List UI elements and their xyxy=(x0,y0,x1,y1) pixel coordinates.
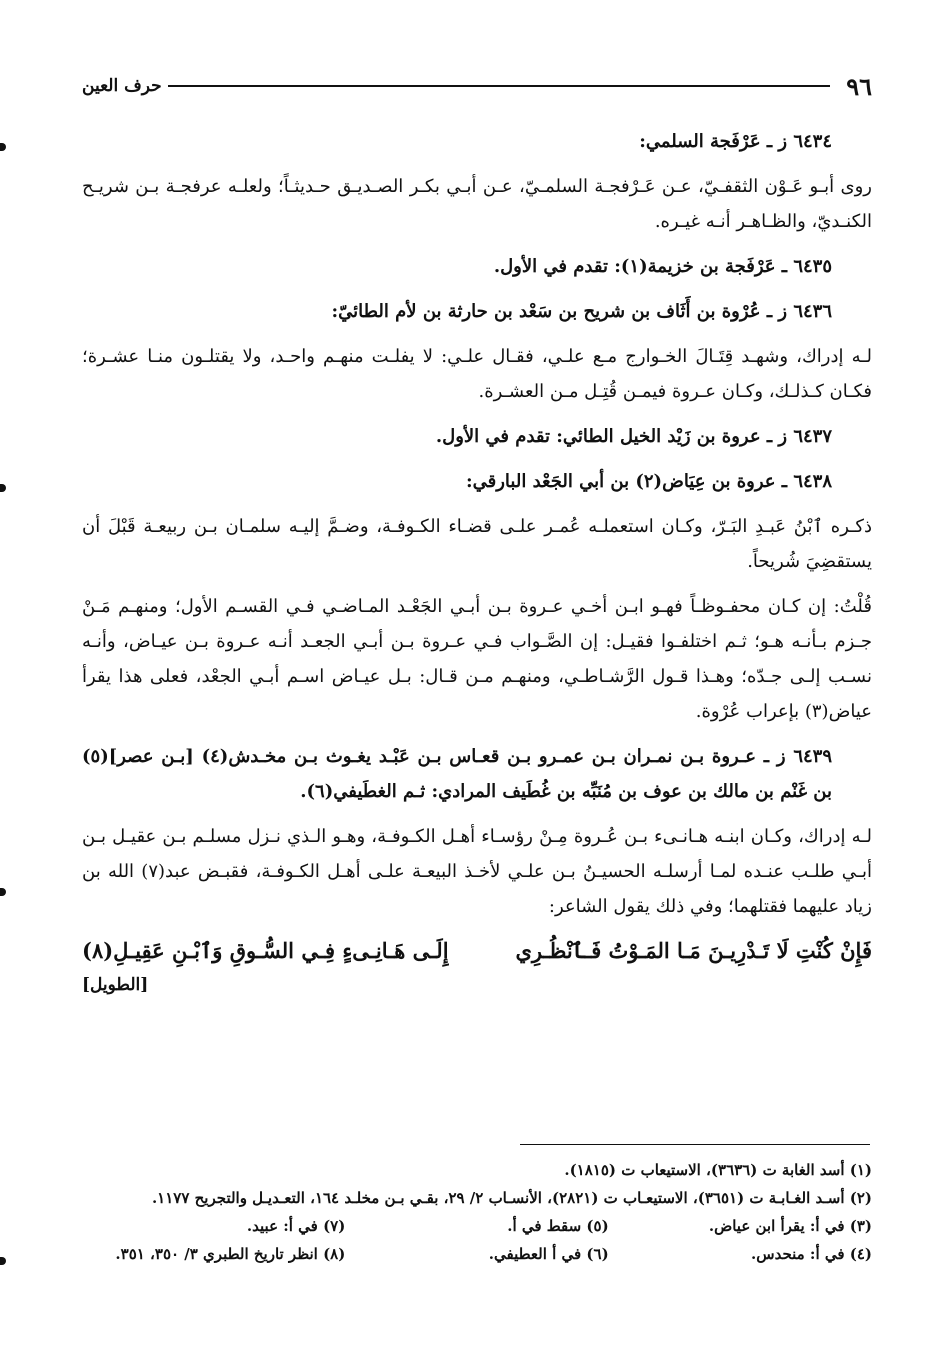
footnote-7: (٧) في أ: عبيد. xyxy=(246,1217,346,1235)
verse-first-hemistich: فَإِنْ كُنْتِ لَا تَـدْرِيـنَ مَـا المَـوْتُ فَـٱنْظُـرِي xyxy=(515,938,872,963)
footnote-4: (٤) في أ: منحدس. xyxy=(751,1245,872,1263)
verse-second-hemistich: إِلَـى هَـانِـىءٍ فِـي السُّـوقِ وَٱبْـنِ عَقِيـلِ(٨) xyxy=(82,938,449,963)
entry-text-6438: ذكـره ٱبْنُ عَبـدِ البَـرّ، وكـان استعملـه عُمـر علـى قضـاء الكـوفـة، وضـمَّ إليـه سلمـان بـن ربيعـة قَبْلَ أن يستقضِيَ شُريحاً. xyxy=(82,516,872,572)
entry-heading-6435: ٦٤٣٥ ـ عَرْفَجة بن خزيمة(١): تقدم في الأول. xyxy=(493,256,832,277)
footnotes xyxy=(82,1156,872,1268)
footnote-rule xyxy=(520,1144,870,1145)
entry-text-6434: روى أبـو عَـوْن الثقفـيّ، عـن عَـرْفجـة السلمـيّ، عـن أبـي بكـر الصـديـق حـديثـاً؛ ولعلـه عرفجـة بـن شريـح الكنـديّ، والظـاهـر أنـه غيـره. xyxy=(82,176,872,232)
footnote-1: (١) أسد الغابة ت (٣٦٣٦)، الاستيعاب ت (١٨١٥). xyxy=(564,1161,872,1179)
poetic-meter: [الطويل] xyxy=(82,975,149,995)
poetry-verse xyxy=(82,934,872,968)
running-title: حرف العين xyxy=(82,76,162,96)
entry-heading-6439: ٦٤٣٩ ز ـ عـروة بـن نمـران بـن عمـرو بـن قعـاس بـن عَبْـد يغـوث بـن مخـدش(٤) [بـن عصر](٥) بن غَنْم بن مالك بن عوف بن مُنَبِّه بن غُطَيف المرادي: ثـم الغطَيفي(٦). xyxy=(82,746,832,802)
footnote-grid xyxy=(82,1212,872,1268)
scan-margin-mark xyxy=(0,143,6,151)
entry-heading-6434: ٦٤٣٤ ز ـ عَرْفَجة السلمي: xyxy=(639,131,832,152)
main-text xyxy=(82,124,872,1003)
entry-heading-6438: ٦٤٣٨ ـ عروة بن عِيَاض(٢) بن أبي الجَعْد البارقي: xyxy=(465,471,832,492)
header-rule xyxy=(168,85,831,87)
entry-heading-6437: ٦٤٣٧ ز ـ عروة بن زَيْد الخيل الطائي: تقدم في الأول. xyxy=(435,426,832,447)
entry-text-6439: لـه إدراك، وكـان ابنـه هـانـىء بـن عُـروة مِـنْ رؤسـاء أهـل الكـوفـة، وهـو الـذي نـزل مسلـم بـن عقيـل بـن أبـي طلـب عنـده لمـا أرسلـه الحسيـنُ بـن علـي لأخـذ البيعـة علـى أهـل الكـوفـة، فقبـض عبد(٧) الله بن زياد عليهما فقتلهما؛ وفي ذلك يقول الشاعر: xyxy=(82,826,873,917)
scan-margin-mark xyxy=(0,888,6,896)
scan-margin-mark xyxy=(0,484,6,492)
entry-text-6436: لـه إدراك، وشهـد قِتَـالَ الخـوارج مـع علـي، فقـال علـي: لا يفلـت منهـم واحـد، ولا يقتلـون منـا عشـرة؛ فكـان كـذلـك، وكـان عـروة فيمـن قُتِـل مـن العشـرة. xyxy=(82,346,872,402)
entry-heading-6436: ٦٤٣٦ ز ـ عُرْوة بن أَثَاف بن شريح بن سَعْد بن حارثة بن لأم الطائيّ: xyxy=(331,301,832,322)
footnote-8: (٨) انظر تاريخ الطبري ٣/ ٣٥٠، ٣٥١. xyxy=(115,1245,346,1263)
author-comment-qultu: قُلْتُ: إن كـان محفـوظـاً فهـو ابـن أخـي عـروة بـن أبـي الجَعْـد المـاضـي فـي القسـم الأول؛ ومنهـم مَـنْ جـزم بـأنـه هـو؛ ثـم اختلفـوا فقيـل: إن الصَّـواب فـي عـروة بـن أبـي الجعـد أنـه عـروة بـن عيـاض، وأنـه نسـب إلـى جـدّه؛ وهـذا قـول الرَّشـاطـي، ومنهـم مـن قـال: بـل عيـاض اسـم أبـي الجعْد، فعلى هذا يقرأ عياض(٣) بإعراب عُرْوة. xyxy=(82,596,872,722)
footnote-6: (٦) في أ العطيفي. xyxy=(488,1245,609,1263)
footnote-3: (٣) في أ: يقرأ ابن عياض. xyxy=(708,1217,872,1235)
footnote-5: (٥) سقط في أ. xyxy=(507,1217,609,1235)
scan-margin-mark xyxy=(0,1257,6,1265)
footnote-2: (٢) أسـد الغـابـة ت (٣٦٥١)، الاستيعـاب ت (٢٨٢١)، الأنسـاب ٢/ ٢٩، بقـي بـن مخلـد ١٦٤، التعـديـل والتجريح ١١٧٧. xyxy=(151,1189,872,1207)
running-header xyxy=(82,70,872,102)
page-number: ٩٦ xyxy=(846,71,872,101)
